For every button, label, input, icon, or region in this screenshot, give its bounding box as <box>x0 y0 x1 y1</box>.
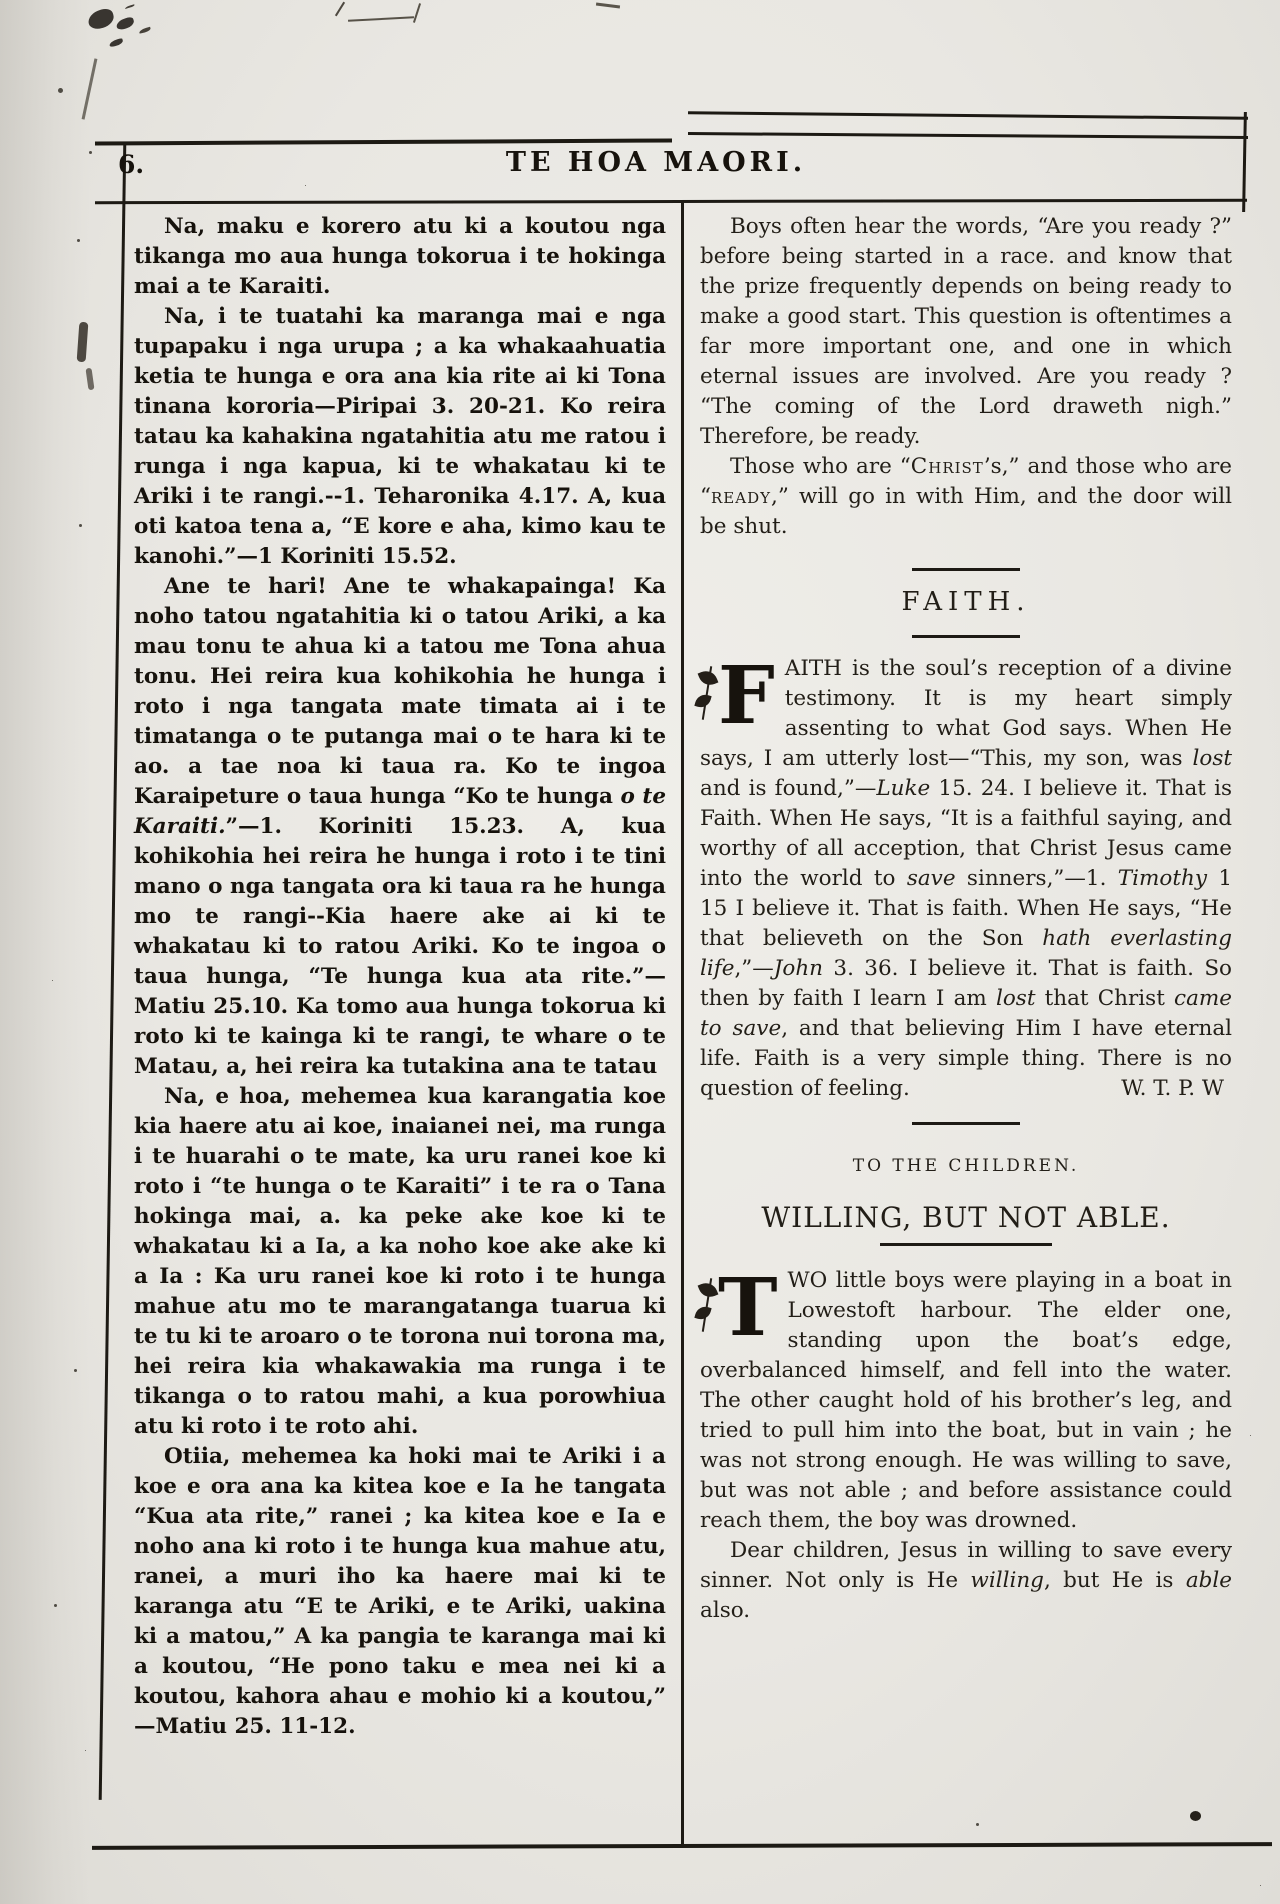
top-border-rule <box>688 132 1248 139</box>
maori-paragraph: Otiia, mehemea ka hoki mai te Ariki i a koe e ora ana ka kitea koe e Ia he tangata “Kua ata rite,” ranei ; ka kitea koe e Ia e noho ana ki roto i te hunga kua mahue atu, ranei, a muri iho ka haere mai ki te karanga atu “E te Ariki, e te Ariki, uakina ki a matou,” A ka pangia te karanga mai ki a koutou, “He pono taku e mea nei ki a koutou, kahora ahau e mohio ki a koutou,” —Matiu 25. 11-12. <box>134 1444 666 1739</box>
children-kicker: TO THE CHILDREN. <box>852 1156 1080 1176</box>
ink-blot-artifact <box>85 368 94 391</box>
maori-paragraph: Na, i te tuatahi ka maranga mai e nga tupapaku i nga urupa ; a ka whakaahuatia ketia te hunga e ora ana kia rite ai ki Tona tinana kororia—Piripai 3. 20-21. Ko reira tatau ka kahakina ngatahitia atu me ratou i runga i nga kapua, ki te whakatau ki te Ariki i te rangi.--1. Teharonika 4.17. A, kua oti katoa tena a, “E kore e aha, kimo kau te kanohi.”—1 Koriniti 15.52. <box>134 304 666 569</box>
right-column <box>700 212 1232 1626</box>
pen-mark-artifact <box>335 2 345 17</box>
pen-mark-artifact <box>413 3 421 23</box>
faith-paragraph <box>700 648 1233 1104</box>
section-rule <box>912 635 1020 638</box>
pen-mark-artifact <box>348 16 414 21</box>
floral-ornament-icon <box>694 1304 711 1321</box>
ink-speck-artifacts <box>58 88 63 93</box>
maori-paragraph: Na, maku e korero atu ki a koutou nga tikanga mo aua hunga tokorua i te hokinga mai a te Karaiti. <box>134 214 666 299</box>
closing-paragraph: Dear children, Jesus in willing to save every sinner. Not only is He willing, but He is able also. <box>700 1538 1232 1623</box>
dropcap-initial-t <box>700 1260 788 1354</box>
dropcap-letter: F <box>718 648 775 742</box>
maori-paragraph: Na, e hoa, mehemea kua karangatia koe kia haere atu ai koe, inaianei nei, ma runga i te huarahi o te mate, ka uru ranei koe ki roto i “te hunga o te Karaiti” i te ra o Tana hokinga mai, a. ka peke ake koe ki te whakatau ki a Ia, a ka noho koe ake ake ki a Ia : Ka uru ranei koe ki roto i te hunga mahue atu mo te marangatanga tuarua ki te tu ki te aroaro o te torona nui torona ma, hei reira kia whakawakia ma runga i te tikanga o to ratou mahi, a kua porowhiua atu ki roto i te roto ahi. <box>134 1084 666 1439</box>
ink-blot-artifact <box>77 322 89 363</box>
section-rule <box>912 568 1020 571</box>
willing-heading: WILLING, BUT NOT ABLE. <box>761 1201 1171 1234</box>
section-rule <box>912 1122 1020 1125</box>
column-divider-rule <box>681 203 684 1845</box>
bottom-border-rule <box>92 1842 1272 1850</box>
header-rule <box>95 199 1247 204</box>
heading-rule <box>880 1243 1052 1246</box>
faith-heading: FAITH. <box>901 587 1031 617</box>
right-border-rule <box>1242 112 1247 212</box>
top-border-rule <box>688 111 1248 119</box>
floral-ornament-icon <box>694 692 711 709</box>
ink-dot-artifact <box>1190 1811 1201 1821</box>
christs-ready-paragraph: Those who are “Christ’s,” and those who are “ready,” will go in with Him, and the door will be shut. <box>700 454 1232 539</box>
top-border-rule <box>95 138 672 145</box>
signature-line <box>700 1074 1232 1104</box>
page-number: 6. <box>118 150 145 179</box>
faith-body-text: AITH is the soul’s reception of a divine testimony. It is my heart simply assenting to what God says. When He says, I am utterly lost—“This, my son, was lost and is found,”—Luke 15. 24. I believe it. That is Faith. When He says, “It is a faithful saying, and worthy of all acception, that Christ Jesus came into the world to save sinners,”—1. Timothy 1 15 I believe it. That is faith. When He says, “He that believeth on the Son hath everlasting life,”—John 3. 36. I believe it. That is faith. So then by faith I learn I am lost that Christ came to save, and that believing Him I have eternal life. Faith is a very simple thing. There is no question of feeling. <box>700 656 1233 1101</box>
story-paragraph <box>700 1260 1232 1536</box>
dropcap-initial-f <box>700 648 785 742</box>
page-title: TE HOA MAORI. <box>505 147 807 178</box>
story-body-text: WO little boys were playing in a boat in Lowestoft harbour. The elder one, standing upon the boat’s edge, overbalanced himself, and fell into the water. The other caught hold of his brother’s leg, and tried to pull him into the boat, but in vain ; he was not strong enough. He was willing to save, but was not able ; and before assistance could reach them, the boy was drowned. <box>700 1268 1232 1533</box>
scan-smudge-artifact <box>86 7 116 31</box>
left-border-rule <box>99 142 127 1800</box>
pen-mark-artifact <box>596 3 620 9</box>
scan-line-artifact <box>82 58 98 119</box>
left-column <box>134 212 666 1742</box>
ready-paragraph: Boys often hear the words, “Are you ready ?” before being started in a race. and know that the prize frequently depends on being ready to make a good start. This question is oftentimes a far more important one, and one in which eternal issues are involved. Are you ready ? “The coming of the Lord draweth nigh.” Therefore, be ready. <box>700 214 1232 449</box>
maori-paragraph: Ane te hari! Ane te whakapainga! Ka noho tatou ngatahitia ki o tatou Ariki, a ka mau tonu te ahua ki a tatou me Tona ahua tonu. Hei reira kua kohikohia he hunga i roto i nga tangata mate timata ai i te timatanga o te putanga mai o te hara ki te ao. a tae noa ki taua ra. Ko te ingoa Karaipeture o taua hunga “Ko te hunga o te Karaiti.”—1. Koriniti 15.23. A, kua kohikohia hei reira he hunga i roto i te tini mano o nga tangata ora ki taua ra he hunga mo te rangi--Kia haere ake ai ki te whakatau ki to ratou Ariki. Ko te ingoa o taua hunga, “Te hunga kua ata rite.”—Matiu 25.10. Ka tomo aua hunga tokorua ki roto ki te kainga ki te rangi, te whare o te Matau, a, hei reira ka tutakina ana te tatau <box>134 574 667 1079</box>
author-initials: W. T. P. W <box>1121 1076 1224 1101</box>
dropcap-letter: T <box>718 1260 778 1354</box>
